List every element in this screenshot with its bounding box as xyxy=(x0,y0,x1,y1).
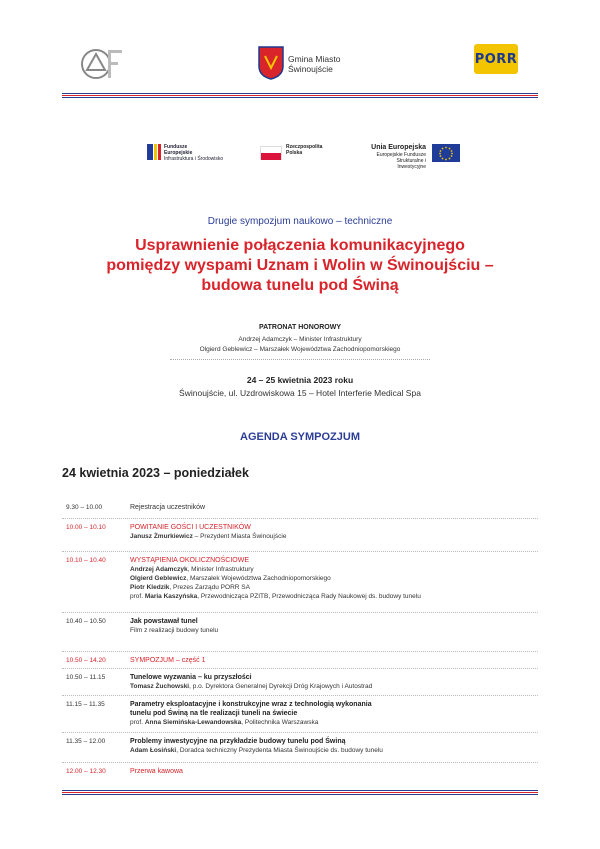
agenda-row xyxy=(62,518,538,548)
speaker-role: , p.o. Dyrektora Generalnej Dyrekcji Dróg Krajowych i Autostrad xyxy=(189,683,373,690)
agenda-row xyxy=(62,695,538,729)
title-line1: Usprawnienie połączenia komunikacyjnego xyxy=(135,237,465,254)
fundusze-line2: Europejskie xyxy=(164,150,193,156)
agenda-time: 12.00 – 12.30 xyxy=(66,768,106,775)
rzeczpospolita-logo xyxy=(260,144,322,156)
agenda-row xyxy=(62,651,538,665)
speaker-prefix: prof. xyxy=(130,719,145,726)
speaker-name: Adam Łosiński xyxy=(130,747,177,754)
agenda-title: POWITANIE GOŚCI I UCZESTNIKÓW xyxy=(130,524,251,531)
agenda-time: 9.30 – 10.00 xyxy=(66,504,103,511)
patronat-item: Andrzej Adamczyk – Minister Infrastruktury xyxy=(238,336,362,343)
title-line3: budowa tunelu pod Świną xyxy=(201,277,399,294)
patronat-heading: PATRONAT HONOROWY xyxy=(258,324,342,331)
eu-logos-bar xyxy=(0,140,600,170)
eu-flag-icon xyxy=(432,144,460,162)
fundusze-line3: Infrastruktura i Środowisko xyxy=(164,156,224,162)
agenda-desc: Film z realizacji budowy tunelu xyxy=(130,627,219,634)
agenda-time: 10.10 – 10.40 xyxy=(66,557,106,564)
ptc-logo xyxy=(80,44,126,84)
unia-europejska-text xyxy=(368,144,426,170)
speaker-role: , Przewodnicząca PZITB, Przewodnicząca Rady Naukowej ds. budowy tunelu xyxy=(197,593,421,600)
porr-logo: PORR xyxy=(474,44,518,74)
agenda-title: SYMPOZJUM – część 1 xyxy=(130,657,206,664)
polish-flag-icon xyxy=(260,146,282,160)
agenda-time: 11.15 – 11.35 xyxy=(66,701,105,708)
speaker-name: Anna Siemińska-Lewandowska xyxy=(144,719,242,726)
fe-star-icon xyxy=(147,144,161,160)
speaker-role: – Prezydent Miasta Świnoujście xyxy=(192,533,287,540)
rp-line1: Rzeczpospolita xyxy=(286,144,323,150)
footer-rule xyxy=(62,790,538,795)
agenda-time: 11.35 – 12.00 xyxy=(66,738,106,745)
day-heading: 24 kwietnia 2023 – poniedziałek xyxy=(62,466,249,480)
divider xyxy=(170,359,430,360)
speaker-role: , Minister Infrastruktury xyxy=(187,566,254,573)
speaker-role: , Marszałek Województwa Zachodniopomorskiego xyxy=(186,575,331,582)
agenda-row xyxy=(62,668,538,692)
event-place: Świnoujście, ul. Uzdrowiskowa 15 – Hotel Interferie Medical Spa xyxy=(179,388,421,398)
agenda-title: Parametry eksploatacyjne i konstrukcyjne wraz z technologią wykonania xyxy=(130,701,372,708)
agenda-title-cont: tunelu pod Świną na tle realizacji tuneli na świecie xyxy=(130,710,298,717)
speaker-prefix: prof. xyxy=(130,593,145,600)
speaker-role: , Politechnika Warszawska xyxy=(241,719,319,726)
main-title xyxy=(0,236,600,296)
agenda-title: Problemy inwestycyjne na przykładzie budowy tunelu pod Świną xyxy=(130,738,346,745)
speaker-role: , Doradca techniczny Prezydenta Miasta Świnoujście ds. budowy tunelu xyxy=(176,747,383,754)
agenda-title: WYSTĄPIENIA OKOLICZNOŚCIOWE xyxy=(130,557,250,564)
agenda-row xyxy=(62,612,538,640)
patronat-item: Olgierd Geblewicz – Marszałek Województwa Zachodniopomorskiego xyxy=(199,346,401,353)
ue-line3: Strukturalne i Inwestycyjne xyxy=(396,158,426,170)
ue-line2: Europejskie Fundusze xyxy=(376,152,426,158)
agenda-row xyxy=(62,762,538,776)
agenda-row xyxy=(62,551,538,609)
agenda-time: 10.50 – 14.20 xyxy=(66,657,106,664)
agenda-title: Tunelowe wyzwania – ku przyszłości xyxy=(130,674,252,681)
agenda-time: 10.40 – 10.50 xyxy=(66,618,106,625)
speaker-name: Olgierd Geblewicz xyxy=(130,575,187,582)
speaker-name: Janusz Żmurkiewicz xyxy=(130,533,193,540)
agenda-row xyxy=(62,732,538,758)
subtitle: Drugie sympozjum naukowo – techniczne xyxy=(207,216,393,227)
event-dates: 24 – 25 kwietnia 2023 roku xyxy=(246,375,354,385)
rp-line2: Polska xyxy=(286,150,303,156)
gmina-logo-line2: Świnoujście xyxy=(288,64,333,74)
agenda-time: 10.00 – 10.10 xyxy=(66,524,106,531)
speaker-role: , Prezes Zarządu PORR SA xyxy=(169,584,250,591)
agenda-heading: AGENDA SYMPOZJUM xyxy=(240,431,360,443)
fundusze-line1: Fundusze xyxy=(164,144,188,150)
agenda-title: Przerwa kawowa xyxy=(130,768,183,775)
agenda-time: 10.50 – 11.15 xyxy=(66,674,106,681)
fundusze-europejskie-logo xyxy=(147,144,223,162)
speaker-name: Andrzej Adamczyk xyxy=(130,566,188,573)
ue-line1: Unia Europejska xyxy=(371,144,426,151)
speaker-name: Maria Kaszyńska xyxy=(144,593,198,600)
gmina-logo-line1: Gmina Miasto xyxy=(288,54,341,64)
header-rule xyxy=(62,93,538,98)
gmina-logo xyxy=(258,42,348,86)
speaker-name: Tomasz Żuchowski xyxy=(130,683,190,690)
agenda-title: Rejestracja uczestników xyxy=(130,504,206,511)
agenda-title: Jak powstawał tunel xyxy=(130,618,198,625)
speaker-name: Piotr Kledzik xyxy=(130,584,170,591)
title-line2: pomiędzy wyspami Uznam i Wolin w Świnoujściu – xyxy=(106,257,494,274)
